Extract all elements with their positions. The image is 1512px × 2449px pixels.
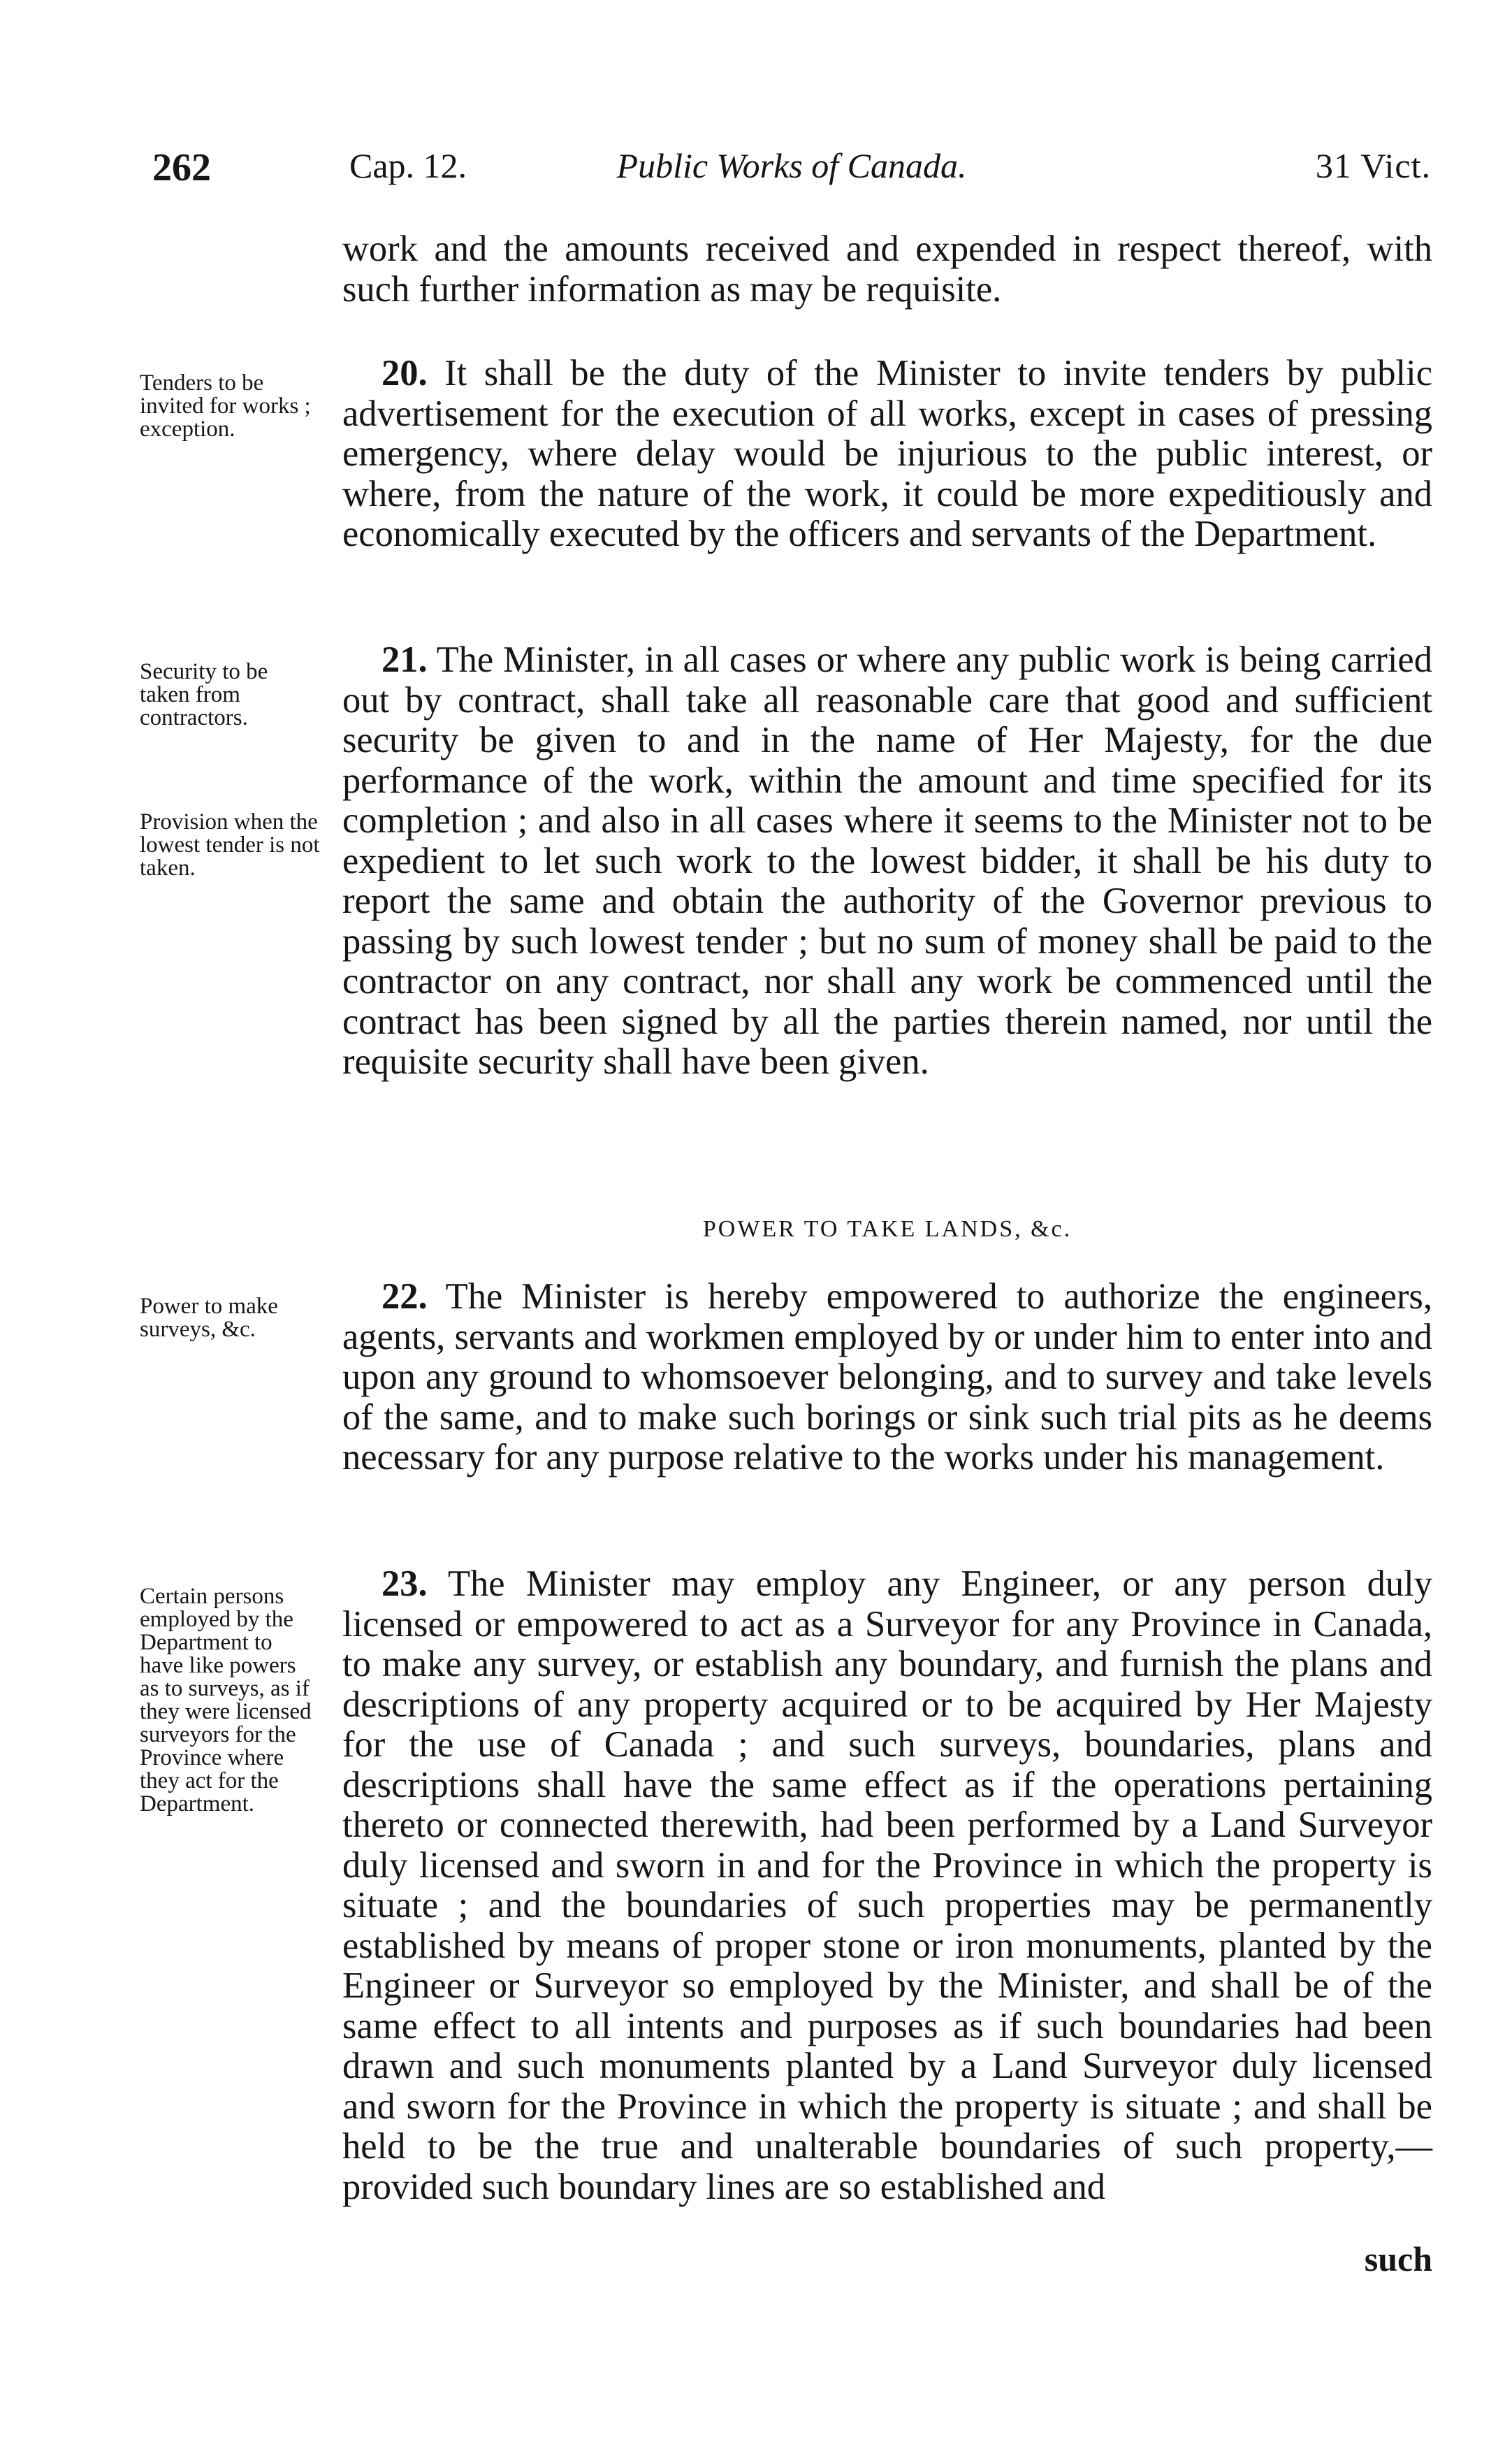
margin-note-provision: Provision when the lowest tender is not taken. [140, 809, 320, 881]
margin-note-certain-persons: Certain persons employed by the Department to have like powers as to surveys, as if they were licensed surveyors for the Province where they act for the Department. [140, 1584, 312, 1816]
section-text: The Minister, in all cases or where any public work is being carried out by contract, shall take all reasonable care that good and sufficient security be given to and in the name of Her Majesty, for the due performance of the work, within the amount and time specified for its completion ; and also in all cases where it seems to the Minister not to be expedient to let such work to the lowest bidder, it shall be his duty to report the same and obtain the authority of the Governor previous to passing by such lowest tender ; but no sum of money shall be paid to the contractor on any contract, nor shall any work be commenced until the contract has been signed by all the parties therein named, nor until the requisite security shall have been given. [342, 640, 1432, 1082]
section-number: 21. [381, 640, 428, 680]
section-paragraph [342, 1277, 1432, 1478]
section-paragraph [342, 640, 1432, 1083]
section-paragraph [342, 354, 1432, 555]
intro-text: work and the amounts received and expended in respect thereof, with such further information as may be requisite. [342, 229, 1432, 310]
section-heading: POWER TO TAKE LANDS, &c. [702, 1216, 1073, 1242]
section-paragraph [342, 1564, 1432, 2207]
intro-paragraph [342, 229, 1432, 310]
section-number: 22. [381, 1276, 428, 1317]
section-20 [342, 354, 1432, 555]
page-number: 262 [152, 146, 211, 189]
section-23 [342, 1564, 1432, 2207]
section-number: 23. [381, 1563, 428, 1604]
year-label: 31 Vict. [1315, 146, 1431, 185]
running-header [152, 145, 1431, 194]
section-text: The Minister may employ any Engineer, or any person duly licensed or empowered to act as a Surveyor for any Province in Canada, to make any survey, or establish any boundary, and furnish the plans and descriptions of any property acquired or to be acquired by Her Majesty for the use of Canada ; and such surveys, boundaries, plans and descriptions shall have the same effect as if the operations pertaining thereto or connected therewith, had been performed by a Land Surveyor duly licensed and sworn in and for the Province in which the property is situate ; and the boundaries of such properties may be permanently established by means of proper stone or iron monuments, planted by the Engineer or Surveyor so employed by the Minister, and shall be of the same effect to all intents and purposes as if such boundaries had been drawn and such monuments planted by a Land Surveyor duly licensed and sworn for the Province in which the property is situate ; and shall be held to be the true and unalterable boundaries of such property,—provided such boundary lines are so established and [342, 1563, 1432, 2207]
margin-note-power-surveys: Power to make surveys, &c. [140, 1294, 278, 1342]
section-21 [342, 640, 1432, 1083]
catchword: such [1364, 2239, 1432, 2278]
section-22 [342, 1277, 1432, 1478]
margin-note-tenders: Tenders to be invited for works ; exception. [140, 370, 311, 442]
section-text: The Minister is hereby empowered to authorize the engineers, agents, servants and workmen employed by or under him to enter into and upon any ground to whomsoever belonging, and to survey and take levels of the same, and to make such borings or sink such trial pits as he deems necessary for any purpose relative to the works under his management. [342, 1276, 1432, 1478]
section-number: 20. [381, 353, 428, 393]
running-title: Public Works of Canada. [616, 146, 967, 185]
margin-note-security: Security to be taken from contractors. [140, 659, 268, 730]
chapter-label: Cap. 12. [349, 146, 467, 185]
section-text: It shall be the duty of the Minister to invite tenders by public advertisement for the execution of all works, except in cases of pressing emergency, where delay would be injurious to the public interest, or where, from the nature of the work, it could be more expeditiously and economically executed by the officers and servants of the Department. [342, 353, 1432, 554]
